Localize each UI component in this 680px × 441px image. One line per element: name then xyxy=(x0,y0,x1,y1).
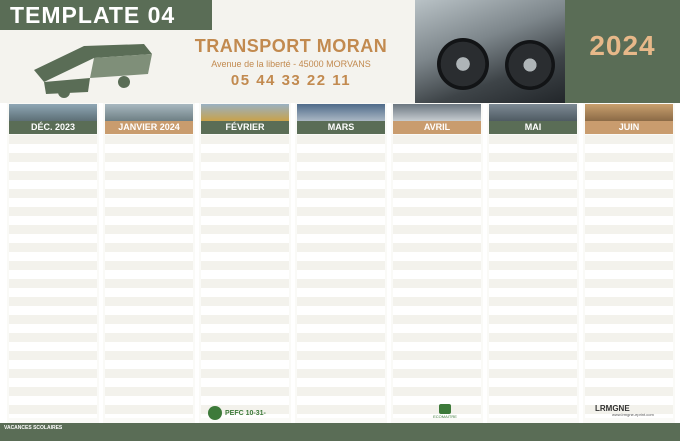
template-badge: TEMPLATE 04 xyxy=(0,0,212,30)
year-label: 2024 xyxy=(589,30,656,61)
month-column-jan xyxy=(103,103,195,423)
pefc-label: PEFC 10-31- xyxy=(225,409,266,417)
company-address: Avenue de la liberté - 45000 MORVANS xyxy=(211,59,371,69)
calendar-grid xyxy=(7,103,678,423)
month-column-may xyxy=(487,103,579,423)
wheel-icon xyxy=(505,40,555,90)
eco-label: ECOMAITRE xyxy=(433,414,457,419)
month-photo xyxy=(297,104,385,121)
month-days xyxy=(201,135,289,418)
tree-icon xyxy=(208,406,222,420)
month-column-mar xyxy=(295,103,387,423)
month-photo xyxy=(393,104,481,121)
month-photo xyxy=(105,104,193,121)
footer-bar xyxy=(0,423,680,441)
leaf-icon xyxy=(439,404,451,414)
pefc-logo xyxy=(208,406,266,420)
month-days xyxy=(105,135,193,418)
month-days xyxy=(297,135,385,418)
month-photo xyxy=(489,104,577,121)
month-column-apr xyxy=(391,103,483,423)
month-column-feb xyxy=(199,103,291,423)
month-days xyxy=(9,135,97,418)
month-title: MARS xyxy=(297,121,385,134)
month-title: JUIN xyxy=(585,121,673,134)
month-photo xyxy=(585,104,673,121)
month-days xyxy=(489,135,577,418)
month-photo xyxy=(9,104,97,121)
month-column-jun xyxy=(583,103,675,423)
eco-logo xyxy=(425,404,465,420)
holidays-label: VACANCES SCOLAIRES xyxy=(4,425,63,431)
month-title: DÉC. 2023 xyxy=(9,121,97,134)
month-days xyxy=(585,135,673,418)
month-column-dec xyxy=(7,103,99,423)
month-title: MAI xyxy=(489,121,577,134)
truck-logo-icon xyxy=(24,30,164,100)
month-title: FÉVRIER xyxy=(201,121,289,134)
printer-brand: LRMGNE xyxy=(595,404,630,413)
wheel-icon xyxy=(437,38,489,90)
month-photo xyxy=(201,104,289,121)
company-phone: 05 44 33 22 11 xyxy=(230,72,352,89)
year-panel xyxy=(565,0,680,103)
calendar-header xyxy=(0,0,680,103)
printer-site: www.lrmgne-eprint.com xyxy=(612,412,654,417)
month-days xyxy=(393,135,481,418)
company-name: TRANSPORT MORAN xyxy=(194,36,388,56)
month-title: AVRIL xyxy=(393,121,481,134)
truck-wheels-photo xyxy=(415,0,565,103)
month-title: JANVIER 2024 xyxy=(105,121,193,134)
